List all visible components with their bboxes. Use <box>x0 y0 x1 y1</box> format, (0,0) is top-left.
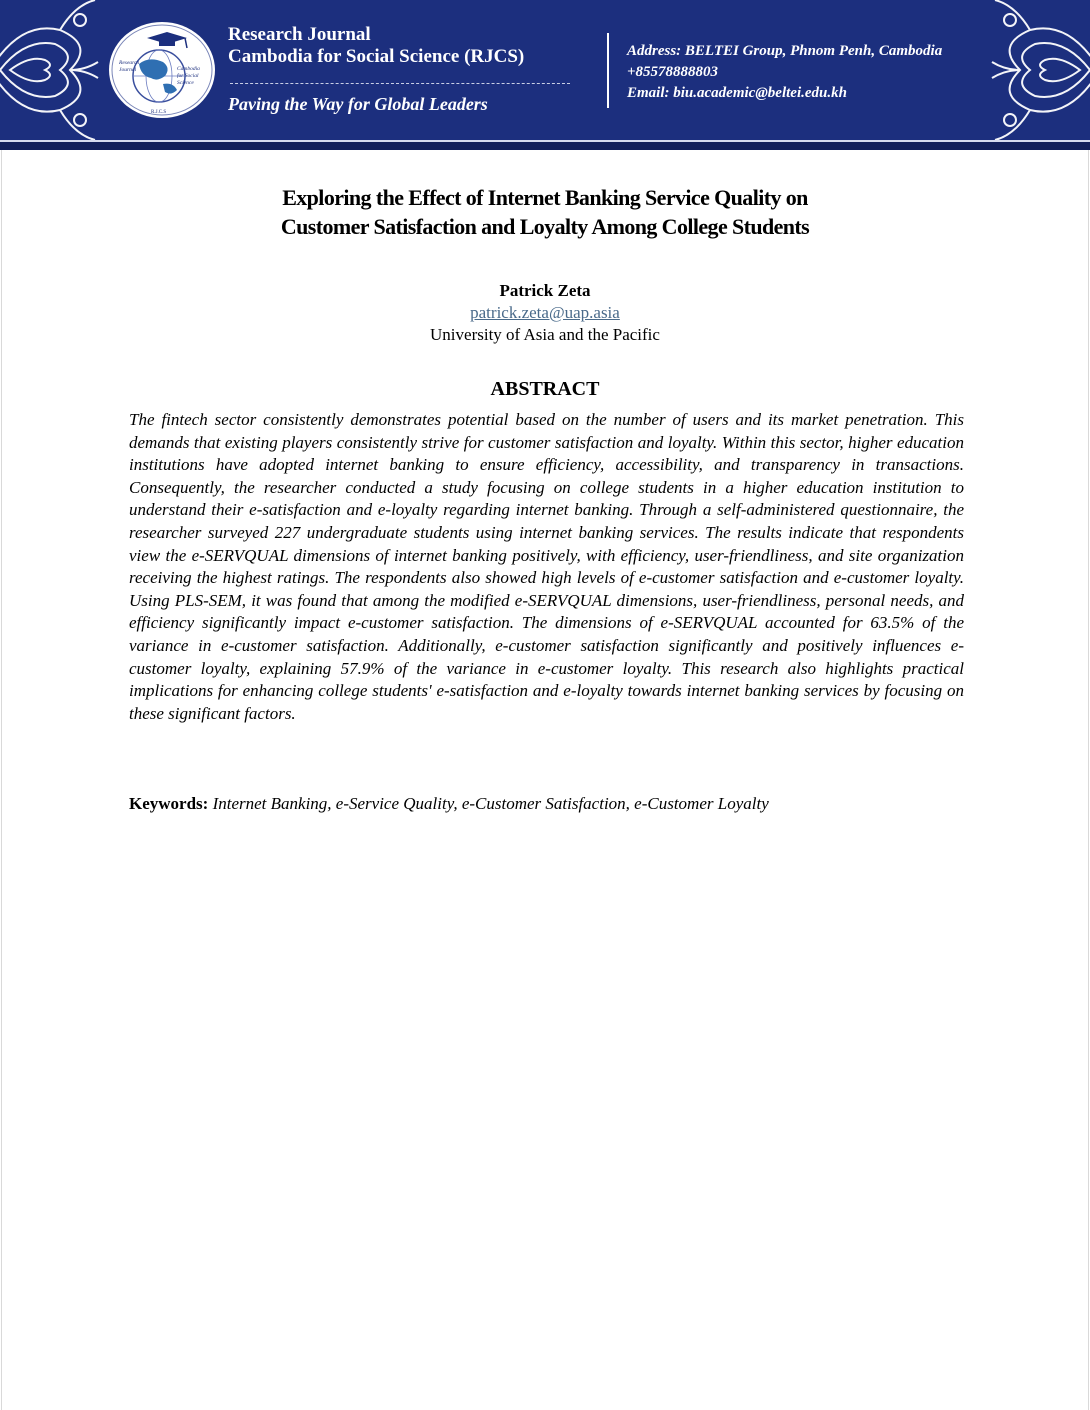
paper-title-line2: Customer Satisfaction and Loyalty Among College Students <box>280 214 810 239</box>
abstract-heading: ABSTRACT <box>490 378 600 400</box>
journal-name-line2: Cambodia for Social Science (RJCS) <box>228 46 525 67</box>
author-block <box>0 280 1090 346</box>
header-vertical-divider <box>607 33 609 108</box>
author-affiliation: University of Asia and the Pacific <box>430 325 660 344</box>
abstract-text: The fintech sector consistently demonstrates potential based on the number of users and its market penetration. This demands that existing players consistently strive for customer satisfaction and loyalty. Within this sector, higher education institutions have adopted internet banking to ensure efficiency, accessibility, and transparency in transactions. Consequently, the researcher conducted a study focusing on college students in a higher education institution to understand their e-satisfaction and e-loyalty regarding internet banking. Through a self-administered questionnaire, the researcher surveyed 227 undergraduate students using internet banking services. The results indicate that respondents view the e-SERVQUAL dimensions of internet banking positively, with efficiency, user-friendliness, and site organization receiving the highest ratings. The respondents also showed high levels of e-customer satisfaction and e-customer loyalty. Using PLS-SEM, it was found that among the modified e-SERVQUAL dimensions, user-friendliness, personal needs, and efficiency significantly impact e-customer satisfaction. The dimensions of e-SERVQUAL accounted for 63.5% of the variance in e-customer satisfaction. Additionally, e-customer satisfaction significantly and positively influences e-customer loyalty, explaining 57.9% of the variance in e-customer loyalty. This research also highlights practical implications for enhancing college students' e-satisfaction and e-loyalty towards internet banking services by focusing on these significant factors. <box>129 410 964 723</box>
contact-email: Email: biu.academic@beltei.edu.kh <box>627 85 847 101</box>
keywords-label: Keywords: <box>129 794 209 813</box>
logo-text-3: Cambodia <box>177 66 200 72</box>
keywords <box>129 793 964 815</box>
paper-title <box>0 183 1090 241</box>
journal-header-banner <box>0 0 1090 150</box>
journal-name <box>228 24 524 68</box>
logo-text-2: Journal <box>119 67 137 73</box>
contact-phone: +85578888803 <box>627 64 719 80</box>
journal-tagline: Paving the Way for Global Leaders <box>228 94 488 114</box>
contact-info <box>627 41 942 104</box>
left-ornament-icon <box>0 0 100 140</box>
author-email-link[interactable]: patrick.zeta@uap.asia <box>470 303 620 322</box>
keywords-text: Internet Banking, e-Service Quality, e-Customer Satisfaction, e-Customer Loyalty <box>212 794 769 813</box>
logo-text-5: Science <box>177 80 194 86</box>
journal-logo-icon <box>107 20 217 120</box>
journal-name-line1: Research Journal <box>228 24 371 45</box>
right-ornament-icon <box>990 0 1090 140</box>
dashed-divider <box>230 83 570 84</box>
logo-text-4: for Social <box>177 73 199 79</box>
paper-title-line1: Exploring the Effect of Internet Banking Service Quality on <box>282 185 808 210</box>
contact-address: Address: BELTEI Group, Phnom Penh, Cambodia <box>627 43 943 59</box>
header-bottom-stripe <box>0 142 1090 150</box>
logo-text-1: Research <box>119 60 140 66</box>
logo-footer-text: R.J.C.S <box>151 110 167 115</box>
author-name: Patrick Zeta <box>499 281 591 300</box>
